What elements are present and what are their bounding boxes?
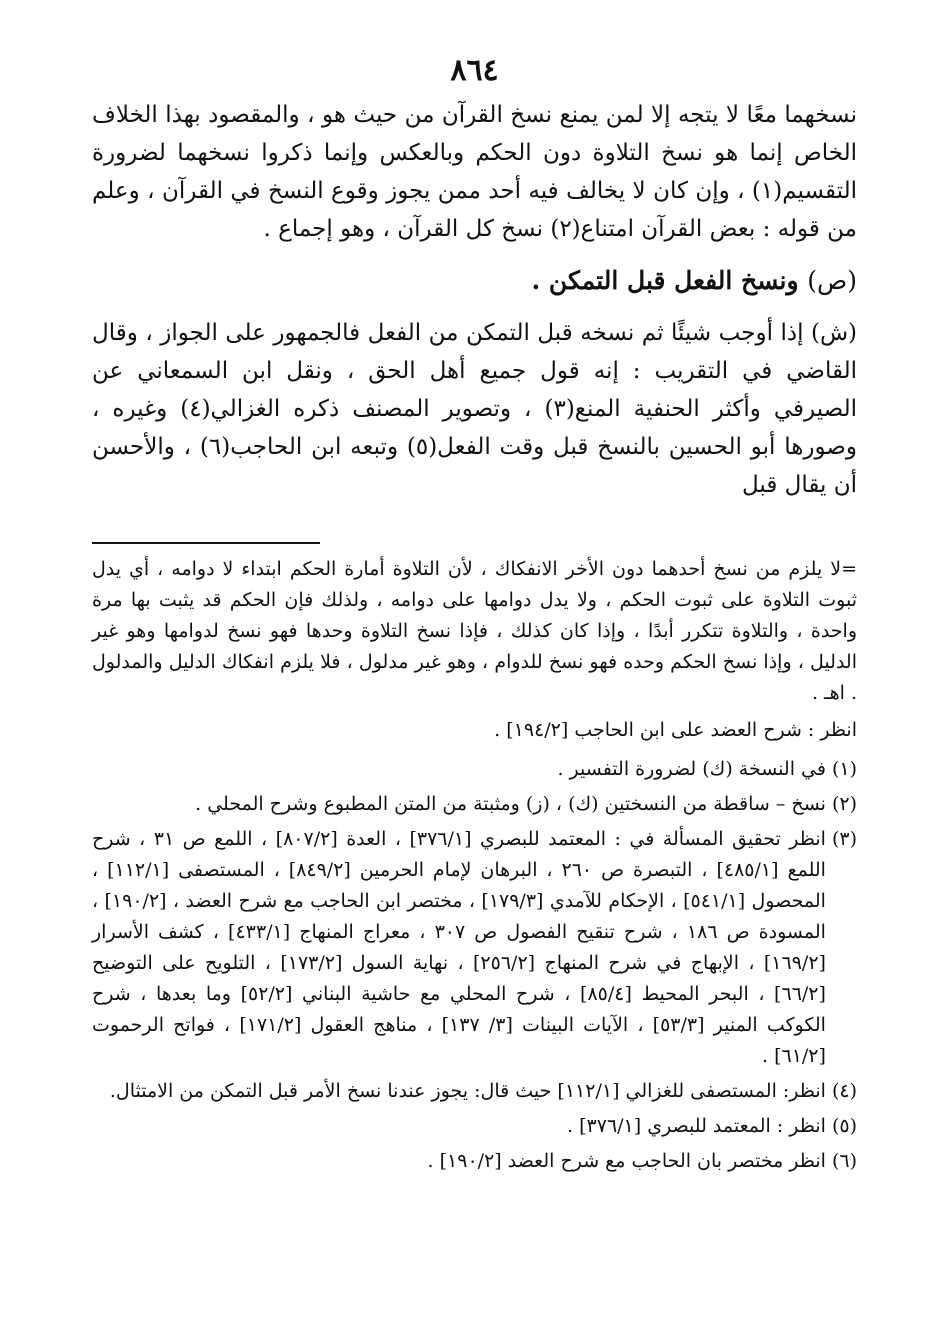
footnote-number: (٦) xyxy=(831,1150,857,1172)
heading-marker: (ص) xyxy=(807,266,857,295)
footnote-number: (٢) xyxy=(831,793,857,815)
footnote-number: (٤) xyxy=(831,1080,857,1102)
footnote-4 xyxy=(92,1076,857,1107)
footnote-6 xyxy=(92,1146,857,1177)
footnote-continuation-ref: انظر : شرح العضد على ابن الحاجب [١٩٤/٢] . xyxy=(494,719,857,741)
footnote-2 xyxy=(92,789,857,820)
body-paragraph-2: (ش) إذا أوجب شيئًا ثم نسخه قبل التمكن من الفعل فالجمهور على الجواز ، وقال القاضي في التقريب : إنه قول جميع أهل الحق ، ونقل ابن السمعاني عن الصيرفي وأكثر الحنفية المنع(٣) ، وتصوير المصنف ذكره الغزالي(٤) وغيره ، وصورها أبو الحسين بالنسخ قبل وقت الفعل(٥) وتبعه ابن الحاجب(٦) ، والأحسن أن يقال قبل xyxy=(92,320,857,498)
footnote-3 xyxy=(92,824,857,1072)
footnote-text: انظر مختصر بان الحاجب مع شرح العضد [١٩٠/٢] . xyxy=(427,1150,826,1172)
footnote-separator xyxy=(92,542,320,544)
footnote-text: في النسخة (ك) لضرورة التفسير . xyxy=(557,758,826,780)
body-paragraph-1: نسخهما معًا لا يتجه إلا لمن يمنع نسخ القرآن من حيث هو ، والمقصود بهذا الخلاف الخاص إنما هو نسخ التلاوة دون الحكم وبالعكس وإنما ذكروا نسخهما لضرورة التقسيم(١) ، وإن كان لا يخالف فيه أحد ممن يجوز وقوع النسخ في القرآن ، وعلم من قوله : بعض القرآن امتناع(٢) نسخ كل القرآن ، وهو إجماع . xyxy=(92,102,857,242)
footnote-text: نسخ – ساقطة من النسختين (ك) ، (ز) ومثبتة من المتن المطبوع وشرح المحلي . xyxy=(195,793,826,815)
page-number: ٨٦٤ xyxy=(450,53,499,88)
footnote-text: انظر: المستصفى للغزالي [١١٢/١] حيث قال: يجوز عندنا نسخ الأمر قبل التمكن من الامتثال. xyxy=(109,1080,826,1102)
heading-text: ونسخ الفعل قبل التمكن . xyxy=(531,266,799,295)
footnote-number: (٥) xyxy=(831,1115,857,1137)
footnote-text: انظر تحقيق المسألة في : المعتمد للبصري [٣٧٦/١] ، العدة [٨٠٧/٢] ، اللمع ص ٣١ ، شرح اللمع [٤٨٥/١] ، التبصرة ص ٢٦٠ ، البرهان لإمام الحرمين [٨٤٩/٢] ، المستصفى [١١٢/١] ، المحصول [٥٤١/١] ، الإحكام للآمدي [١٧٩/٣] ، مختصر ابن الحاجب مع شرح العضد ، [١٩٠/٢] ، المسودة ص ١٨٦ ، شرح تنقيح الفصول ص ٣٠٧ ، معراج المنهاج [٤٣٣/١] ، كشف الأسرار [١٦٩/٢] ، الإبهاج في شرح المنهاج [٢٥٦/٢] ، نهاية السول [١٧٣/٢] ، التلويح على التوضيح [٦٦/٢] ، البحر المحيط [٨٥/٤] ، شرح المحلي مع حاشية البناني [٥٢/٢] وما بعدها ، شرح الكوكب المنير [٥٣/٣] ، الآيات البينات [٣/ ١٣٧] ، مناهج العقول [١٧١/٢] ، فواتح الرحموت [٦١/٢] . xyxy=(92,828,826,1067)
footnote-5 xyxy=(92,1111,857,1142)
footnote-number: (١) xyxy=(831,758,857,780)
footnote-text: انظر : المعتمد للبصري [٣٧٦/١] . xyxy=(567,1115,826,1137)
section-heading xyxy=(92,258,857,304)
footnote-1 xyxy=(92,754,857,785)
footnote-continuation: =لا يلزم من نسخ أحدهما دون الأخر الانفكاك ، لأن التلاوة أمارة الحكم ابتداء لا دوامه ، أي يدل ثبوت التلاوة على ثبوت الحكم ، ولا يدل دوامها على دوامه ، ولذلك فإن الحكم قد يثبت بها مرة واحدة ، والتلاوة تتكرر أبدًا ، وإذا كان كذلك ، فإذا نسخ التلاوة وحدها فهو نسخ لدوامها وهو غير الدليل ، وإذا نسخ الحكم وحده فهو نسخ للدوام ، وهو غير مدلول ، فلا يلزم انفكاك الدليل والمدلول . اهـ . xyxy=(92,558,857,704)
footnote-number: (٣) xyxy=(831,828,857,850)
footnotes xyxy=(92,554,857,1177)
